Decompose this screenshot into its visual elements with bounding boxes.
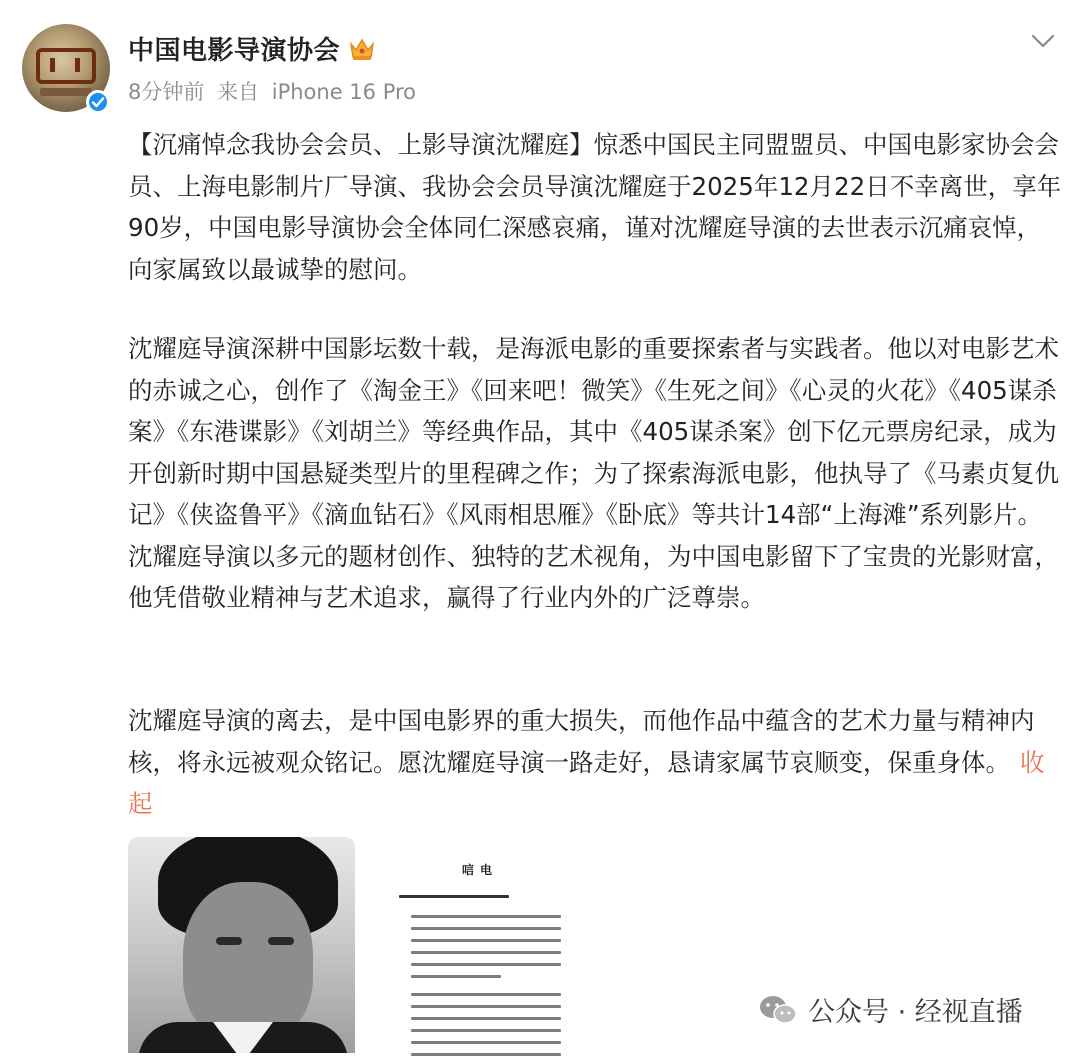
post-paragraph-3 (128, 700, 1063, 825)
document-text-line (411, 1005, 561, 1008)
source-device: iPhone 16 Pro (271, 80, 417, 104)
document-text-line (411, 915, 561, 918)
account-name[interactable]: 中国电影导演协会 (128, 36, 341, 66)
document-text-line (411, 951, 561, 954)
portrait-face (183, 882, 313, 1042)
post-time: 8分钟前 (128, 80, 205, 104)
post-meta (128, 76, 422, 106)
watermark-text: 公众号 · 经视直播 (808, 997, 1023, 1028)
document-text-line (399, 895, 509, 898)
document-text-line (411, 939, 561, 942)
avatar[interactable] (22, 24, 112, 114)
logo-mark (36, 48, 96, 84)
document-text-line (411, 963, 561, 966)
document-text-line (411, 927, 561, 930)
document-text-line (411, 1017, 561, 1020)
account-name-row (128, 30, 376, 67)
post-paragraph-1: 【沉痛悼念我协会会员、上影导演沈耀庭】惊悉中国民主同盟盟员、中国电影家协会会员、上海电影制片厂导演、我协会会员导演沈耀庭于2025年12月22日不幸离世，享年90岁，中国电影导演协会全体同仁深感哀痛，谨对沈耀庭导演的去世表示沉痛哀悼，向家属致以最诚挚的慰问。 (128, 130, 1062, 284)
collapse-link[interactable]: 收起 (128, 747, 1045, 818)
crown-badge-icon (348, 36, 376, 62)
condolence-document-image[interactable] (385, 837, 575, 1053)
post-header (0, 0, 1080, 120)
chevron-down-icon[interactable] (1028, 26, 1058, 56)
wechat-icon (758, 994, 798, 1026)
portrait-photo[interactable] (128, 837, 355, 1053)
document-text-line (411, 1041, 561, 1044)
portrait-eye-right (268, 937, 294, 945)
document-text-line (411, 993, 561, 996)
portrait-eye-left (216, 937, 242, 945)
document-title: 唁电 (461, 863, 498, 877)
document-text-line (411, 975, 501, 978)
source-prefix: 来自 (217, 80, 260, 104)
watermark (758, 990, 1023, 1029)
verified-icon (86, 90, 110, 114)
post-paragraph-3-text: 沈耀庭导演的离去，是中国电影界的重大损失，而他作品中蕴含的艺术力量与精神内核，将永远被观众铭记。愿沈耀庭导演一路走好，恳请家属节哀顺变，保重身体。 (128, 706, 1035, 777)
logo-base (40, 88, 92, 96)
post-paragraph-2: 沈耀庭导演深耕中国影坛数十载，是海派电影的重要探索者与实践者。他以对电影艺术的赤诚之心，创作了《淘金王》《回来吧！微笑》《生死之间》《心灵的火花》《405谋杀案》《东港谍影》《刘胡兰》等经典作品，其中《405谋杀案》创下亿元票房纪录，成为开创新时期中国悬疑类型片的里程碑之作；为了探索海派电影，他执导了《马素贞复仇记》《侠盗鲁平》《滴血钻石》《风雨相思雁》《卧底》等共计14部“上海滩”系列影片。沈耀庭导演以多元的题材创作、独特的艺术视角，为中国电影留下了宝贵的光影财富，他凭借敬业精神与艺术追求，赢得了行业内外的广泛尊崇。 (128, 334, 1059, 612)
document-text-line (411, 1029, 561, 1032)
